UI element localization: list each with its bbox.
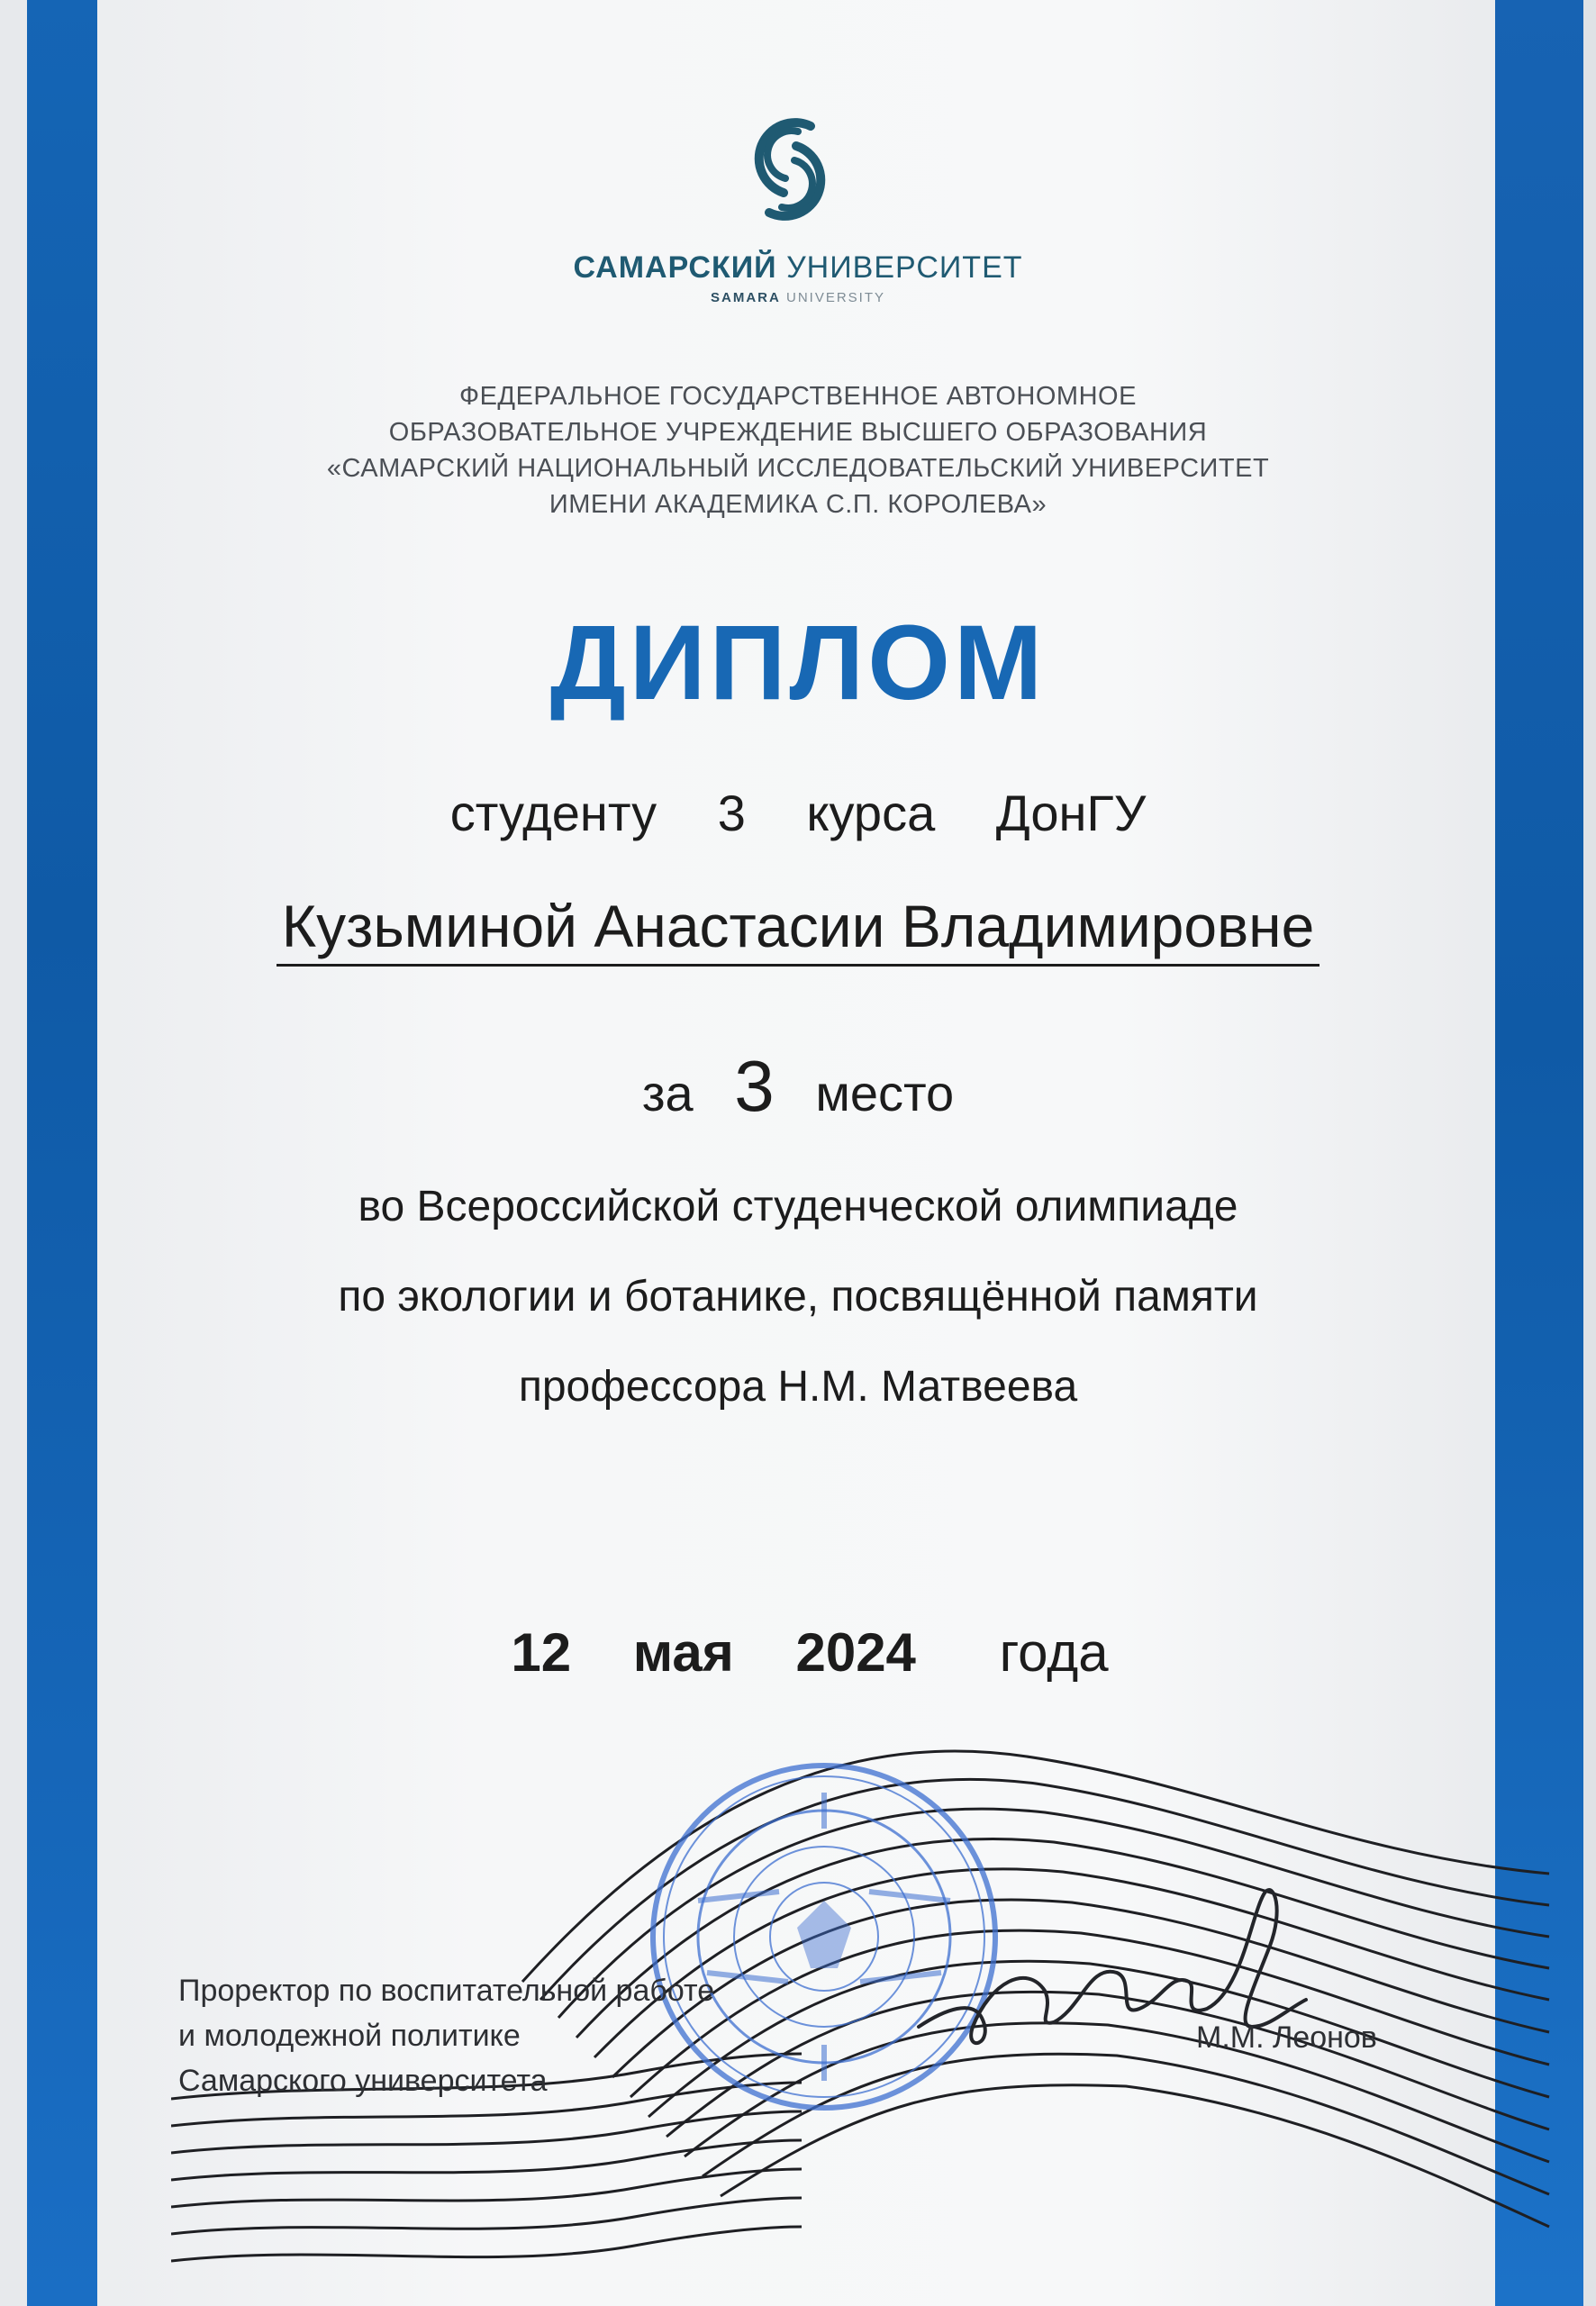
signer-title-line: Проректор по воспитательной работе [178,1974,715,2008]
university-name [0,250,1596,286]
date-year: 2024 [795,1622,916,1683]
reason-line: во Всероссийской студенческой олимпиаде [358,1183,1238,1230]
university-name-en-bold: SAMARA [710,290,781,305]
signer-position [178,1968,714,2103]
institution-line: ФЕДЕРАЛЬНОЕ ГОСУДАРСТВЕННОЕ АВТОНОМНОЕ [459,382,1137,411]
university-name-bold: САМАРСКИЙ [573,250,777,285]
reason-line: по экологии и ботанике, посвящённой памяти [338,1273,1258,1321]
award-date [0,1621,1596,1684]
institution-line: «САМАРСКИЙ НАЦИОНАЛЬНЫЙ ИССЛЕДОВАТЕЛЬСКИЙ УНИВЕРСИТЕТ [326,454,1270,483]
award-place: 3 [734,1046,775,1126]
signer-title-line: Самарского университета [178,2064,548,2098]
institution-block [180,378,1416,522]
university-name-regular: УНИВЕРСИТЕТ [786,250,1023,285]
recipient-role: студенту [449,785,657,841]
date-suffix: года [999,1622,1109,1683]
award-suffix: место [815,1065,955,1121]
recipient-full-name: Кузьминой Анастасии Владимировне [277,892,1320,967]
recipient-year: 3 [717,785,746,841]
left-blue-band [0,0,97,2306]
award-reason [0,1162,1596,1432]
diploma-title: ДИПЛОМ [549,604,1047,722]
recipient-course-word: курса [806,785,936,841]
recipient-name-line [0,892,1596,967]
signer-title-line: и молодежной политике [178,2019,521,2053]
reason-line: профессора Н.М. Матвеева [518,1363,1078,1411]
award-prefix: за [641,1065,694,1121]
award-line [0,1045,1596,1128]
institution-line: ОБРАЗОВАТЕЛЬНОЕ УЧРЕЖДЕНИЕ ВЫСШЕГО ОБРАЗОВАНИЯ [388,418,1208,447]
university-name-english [0,290,1596,305]
recipient-line [0,784,1596,842]
recipient-university: ДонГУ [995,785,1147,841]
date-month: мая [632,1622,734,1683]
signer-name: М.М. Леонов [1196,2020,1377,2055]
university-name-en-light: UNIVERSITY [786,290,886,305]
institution-line: ИМЕНИ АКАДЕМИКА С.П. КОРОЛЕВА» [549,490,1047,519]
university-logo-icon [731,106,848,232]
date-day: 12 [511,1622,572,1683]
handwritten-signature [910,1874,1315,2090]
